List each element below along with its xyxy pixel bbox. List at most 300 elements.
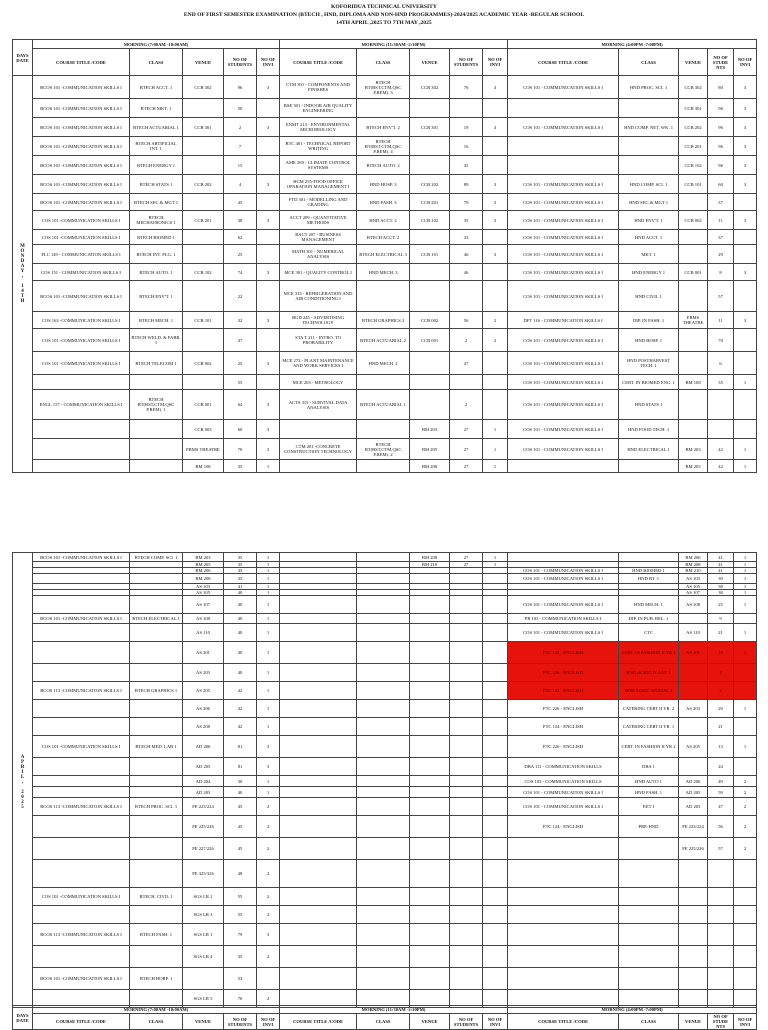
students-cell xyxy=(450,99,483,118)
table-row xyxy=(13,99,757,118)
venue-cell xyxy=(183,194,224,211)
invi-cell: 3 xyxy=(257,758,280,776)
students-cell: 24 xyxy=(708,758,734,776)
course-cell: COS 101 -COMMUNICATION SKILLS I xyxy=(33,329,130,352)
students-cell xyxy=(450,700,483,718)
class-cell xyxy=(130,718,183,736)
course-cell: FTC 124 - ENGLISH xyxy=(508,642,619,664)
col-students: NO OF STUDE NTS xyxy=(708,49,734,76)
class-cell: BTECH. CIVIL 1 xyxy=(130,888,183,906)
course-cell: BCOS 101 -COMMUNICATION SKILLS I xyxy=(33,137,130,156)
venue-cell: BM 210 xyxy=(410,562,450,568)
students-cell: 27 xyxy=(450,562,483,568)
students-cell: 6 xyxy=(708,352,734,375)
venue-cell: SGS LR 1 xyxy=(183,924,224,946)
course-cell xyxy=(33,664,130,682)
invi-cell xyxy=(734,718,757,736)
invi-cell: 1 xyxy=(257,682,280,700)
students-cell: 76 xyxy=(450,76,483,99)
table-row xyxy=(13,264,757,281)
class-cell: BTECH COMP. SCI. 1 xyxy=(130,553,183,562)
students-cell: 96 xyxy=(708,156,734,175)
class-cell: BTECH ARTIFICIAL INT. 1 xyxy=(130,137,183,156)
students-cell: 13 xyxy=(708,736,734,758)
venue-cell xyxy=(410,230,450,245)
course-cell xyxy=(280,838,357,860)
class-cell: BTECH SEC.& MGT 1 xyxy=(130,194,183,211)
venue-cell: AS 105 xyxy=(183,590,224,596)
invi-cell: 1 xyxy=(734,624,757,642)
course-cell xyxy=(33,642,130,664)
class-cell: HND PROC. SCI. 1 xyxy=(619,76,679,99)
class-cell: HND STATS 1 xyxy=(619,390,679,420)
course-cell: ENGL 157 - COMMUNICATION SKILLS I xyxy=(33,390,130,420)
students-cell xyxy=(450,798,483,816)
class-cell: BTECH ENERGY 1 xyxy=(130,156,183,175)
students-cell: 29 xyxy=(708,245,734,264)
invi-cell: 3 xyxy=(483,194,508,211)
students-cell: 81 xyxy=(224,758,257,776)
course-cell: COS 101 - COMMUNICATION SKILLS I xyxy=(508,787,619,798)
students-cell: 47 xyxy=(708,798,734,816)
class-cell: BTECH BT(BST,CTM,QSC P,REM). 3 xyxy=(357,76,410,99)
table-row xyxy=(13,860,757,888)
class-cell: BTECH ELECTRICAL 3 xyxy=(357,245,410,264)
venue-cell xyxy=(410,664,450,682)
invi-cell: 1 xyxy=(483,420,508,439)
class-cell: HND BT. 1 xyxy=(619,574,679,584)
course-cell xyxy=(280,787,357,798)
class-cell xyxy=(357,682,410,700)
table-row xyxy=(13,682,757,700)
venue-cell xyxy=(679,682,708,700)
course-cell: COS 101 -COMMUNICATION SKILLS I xyxy=(33,352,130,375)
course-cell xyxy=(280,906,357,924)
course-cell: COS 101 - COMMUNICATION SKILLS I xyxy=(508,798,619,816)
table-row xyxy=(13,375,757,390)
students-cell: 27 xyxy=(450,439,483,460)
invi-cell xyxy=(734,888,757,906)
invi-cell: 3 xyxy=(734,264,757,281)
venue-cell: AS 103 xyxy=(679,574,708,584)
invi-cell xyxy=(734,946,757,968)
course-cell xyxy=(33,787,130,798)
table-row xyxy=(13,838,757,860)
course-cell: FTC 226 - ENGLISH xyxy=(508,736,619,758)
class-cell: HND HOSP. 3 xyxy=(357,175,410,194)
class-cell: CERT. IN BIOMED ENG. 1 xyxy=(619,375,679,390)
invi-cell xyxy=(734,924,757,946)
students-cell: 2 xyxy=(224,118,257,137)
table-row xyxy=(13,924,757,946)
invi-cell: 1 xyxy=(257,553,280,562)
invi-cell xyxy=(483,137,508,156)
students-cell: 3 xyxy=(708,664,734,682)
class-cell xyxy=(357,924,410,946)
course-cell: FTC 124 - ENGLISH xyxy=(508,718,619,736)
class-cell xyxy=(619,137,679,156)
course-cell xyxy=(280,664,357,682)
students-cell xyxy=(450,968,483,990)
venue-cell: CCB 302 xyxy=(679,76,708,99)
table-row xyxy=(13,758,757,776)
table-row xyxy=(13,390,757,420)
course-cell: COS 101 - COMMUNICATION SKILLS I xyxy=(508,375,619,390)
course-cell xyxy=(508,99,619,118)
invi-cell xyxy=(257,230,280,245)
class-cell: BTECH BT(BST,CTM,QSC P,REM). 1 xyxy=(130,390,183,420)
venue-cell: FE 225/226 xyxy=(183,816,224,838)
students-cell xyxy=(450,838,483,860)
students-cell: 70 xyxy=(224,990,257,1008)
venue-cell: CCB 301 xyxy=(183,118,224,137)
table-row xyxy=(13,718,757,736)
students-cell: 32 xyxy=(224,312,257,329)
table-row xyxy=(13,816,757,838)
students-cell: 16 xyxy=(450,137,483,156)
invi-cell: 1 xyxy=(257,776,280,787)
students-cell: 35 xyxy=(450,211,483,230)
invi-cell: 1 xyxy=(257,596,280,614)
invi-cell xyxy=(734,682,757,700)
course-cell: BCOS 101 -COMMUNICATION SKILLS I xyxy=(33,156,130,175)
day-date-cell: M O N D A Y , 1 4 T H xyxy=(13,76,33,473)
class-cell xyxy=(130,624,183,642)
students-cell: 55 xyxy=(224,906,257,924)
students-cell xyxy=(450,924,483,946)
table-row xyxy=(13,798,757,816)
course-cell: COS 101 - COMMUNICATION SKILLS I xyxy=(508,194,619,211)
invi-cell: 3 xyxy=(734,211,757,230)
students-cell: 62 xyxy=(224,230,257,245)
course-cell: COS 101 - COMMUNICATION SKILLS I xyxy=(508,574,619,584)
students-cell: 45 xyxy=(224,798,257,816)
venue-cell: FE 223/224 xyxy=(679,816,708,838)
course-cell xyxy=(508,838,619,860)
invi-cell xyxy=(257,99,280,118)
class-cell: PRE-HND xyxy=(619,816,679,838)
students-cell: 16 xyxy=(708,642,734,664)
invi-cell: 1 xyxy=(483,460,508,473)
invi-cell xyxy=(734,420,757,439)
venue-cell xyxy=(679,888,708,906)
class-cell: BTECH MKT. 1 xyxy=(130,99,183,118)
class-cell: BTECH GRAPHICS 1 xyxy=(130,682,183,700)
class-cell xyxy=(619,946,679,968)
class-cell: HND SEC.& MGT 1 xyxy=(619,194,679,211)
invi-cell: 3 xyxy=(257,352,280,375)
invi-cell xyxy=(483,906,508,924)
course-cell: FTC 124 - ENGLISH xyxy=(508,816,619,838)
class-cell: BTECH FASH. 1 xyxy=(130,924,183,946)
invi-cell: 1 xyxy=(734,562,757,568)
venue-cell xyxy=(410,758,450,776)
venue-cell xyxy=(679,281,708,312)
table-row xyxy=(13,211,757,230)
invi-cell: 3 xyxy=(257,390,280,420)
students-cell: 42 xyxy=(224,700,257,718)
class-cell: BTECH STATS 1 xyxy=(130,175,183,194)
col-class: CLASS xyxy=(130,1014,183,1030)
invi-cell xyxy=(483,614,508,624)
course-cell xyxy=(33,860,130,888)
class-cell xyxy=(357,281,410,312)
venue-cell xyxy=(679,194,708,211)
class-cell xyxy=(357,968,410,990)
students-cell xyxy=(450,888,483,906)
venue-cell: FE 325/326 xyxy=(183,860,224,888)
invi-cell xyxy=(483,664,508,682)
venue-cell: SGS LR 3 xyxy=(183,906,224,924)
course-cell: COS 101 - COMMUNICATION SKILLS I xyxy=(508,390,619,420)
invi-cell: 1 xyxy=(734,568,757,574)
invi-cell xyxy=(257,375,280,390)
venue-cell xyxy=(410,682,450,700)
class-cell xyxy=(357,906,410,924)
invi-cell xyxy=(257,137,280,156)
col-course: COURSE TITLE /CODE xyxy=(508,1014,619,1030)
class-cell xyxy=(357,946,410,968)
invi-cell: 1 xyxy=(734,596,757,614)
venue-cell: SGS LR 4 xyxy=(183,946,224,968)
venue-cell xyxy=(410,642,450,664)
students-cell xyxy=(450,787,483,798)
students-cell xyxy=(708,968,734,990)
students-cell xyxy=(450,642,483,664)
venue-cell xyxy=(183,99,224,118)
students-cell xyxy=(708,924,734,946)
table-row xyxy=(13,642,757,664)
course-cell xyxy=(280,860,357,888)
students-cell xyxy=(450,682,483,700)
invi-cell xyxy=(257,329,280,352)
venue-cell: AS 108 xyxy=(183,614,224,624)
invi-cell: 2 xyxy=(483,329,508,352)
venue-cell: CCB 302 xyxy=(183,76,224,99)
class-cell: HND HOSP. 1 xyxy=(619,329,679,352)
students-cell: 40 xyxy=(224,624,257,642)
invi-cell xyxy=(257,968,280,990)
course-cell xyxy=(280,574,357,584)
table-row xyxy=(13,700,757,718)
course-cell xyxy=(508,460,619,473)
students-cell: 49 xyxy=(708,776,734,787)
class-cell xyxy=(130,642,183,664)
midday-session-header: MORNING (11:30AM -2:30PM) xyxy=(280,40,508,49)
table-row xyxy=(13,329,757,352)
students-cell: 45 xyxy=(450,156,483,175)
class-cell xyxy=(357,787,410,798)
students-cell: 41 xyxy=(708,553,734,562)
venue-cell xyxy=(679,906,708,924)
students-cell: 25 xyxy=(224,245,257,264)
venue-cell xyxy=(410,838,450,860)
students-cell: 48 xyxy=(224,860,257,888)
invi-cell xyxy=(483,99,508,118)
class-cell xyxy=(130,838,183,860)
col-students: NO OF STUDE NTS xyxy=(708,1014,734,1030)
table-row xyxy=(13,596,757,614)
class-cell: MKT. 1 xyxy=(619,245,679,264)
invi-cell: 1 xyxy=(257,584,280,590)
invi-cell: 3 xyxy=(483,76,508,99)
course-cell xyxy=(508,906,619,924)
invi-cell xyxy=(734,906,757,924)
col-students: NO OF STUDENTS xyxy=(224,49,257,76)
class-cell: HND COMP. SCI. 1 xyxy=(619,175,679,194)
invi-cell xyxy=(483,230,508,245)
students-cell: 27 xyxy=(450,553,483,562)
table-row xyxy=(13,137,757,156)
class-cell xyxy=(357,816,410,838)
venue-cell: CCB 001 xyxy=(183,390,224,420)
invi-cell xyxy=(483,156,508,175)
venue-cell: CCB 202 xyxy=(679,118,708,137)
course-cell xyxy=(280,798,357,816)
invi-cell: 3 xyxy=(483,175,508,194)
venue-cell: CCB 201 xyxy=(679,137,708,156)
students-cell: 37 xyxy=(708,230,734,245)
venue-cell: AS 107 xyxy=(183,596,224,614)
venue-cell: CCB 102 xyxy=(679,156,708,175)
invi-cell: 1 xyxy=(257,590,280,596)
class-cell: HND MECH. 1 xyxy=(619,596,679,614)
course-cell xyxy=(33,460,130,473)
days-date-header: DAYS DATE xyxy=(13,40,33,76)
students-cell xyxy=(450,664,483,682)
invi-cell xyxy=(734,352,757,375)
table-row xyxy=(13,439,757,460)
invi-cell: 1 xyxy=(257,562,280,568)
students-cell: 21 xyxy=(708,624,734,642)
venue-cell: AS 208 xyxy=(183,718,224,736)
col-class: CLASS xyxy=(130,49,183,76)
venue-cell: FE 225/226 xyxy=(679,838,708,860)
venue-cell: CCB 003 xyxy=(183,420,224,439)
venue-cell: AS 205 xyxy=(183,682,224,700)
col-students: NO OF STUDENTS xyxy=(450,1014,483,1030)
venue-cell xyxy=(410,99,450,118)
venue-cell: AD 203 xyxy=(679,798,708,816)
course-cell xyxy=(508,553,619,562)
invi-cell: 1 xyxy=(257,624,280,642)
venue-cell: AS 203 xyxy=(183,664,224,682)
students-cell: 9 xyxy=(708,614,734,624)
invi-cell: 1 xyxy=(734,574,757,584)
students-cell xyxy=(708,888,734,906)
col-venue: VENUE xyxy=(410,49,450,76)
students-cell: 47 xyxy=(450,352,483,375)
invi-cell: 3 xyxy=(483,118,508,137)
class-cell xyxy=(357,375,410,390)
students-cell: 38 xyxy=(224,211,257,230)
class-cell xyxy=(130,816,183,838)
class-cell xyxy=(357,614,410,624)
course-cell xyxy=(33,838,130,860)
course-cell xyxy=(33,946,130,968)
students-cell xyxy=(450,624,483,642)
venue-cell xyxy=(183,329,224,352)
class-cell xyxy=(357,888,410,906)
invi-cell xyxy=(483,736,508,758)
invi-cell: 2 xyxy=(257,838,280,860)
class-cell xyxy=(130,946,183,968)
class-cell xyxy=(130,420,183,439)
col-venue: VENUE xyxy=(410,1014,450,1030)
venue-cell: BM 205 xyxy=(679,460,708,473)
invi-cell: 3 xyxy=(734,156,757,175)
course-cell: BACT 207 - BUSINESS MANAGEMENT xyxy=(280,230,357,245)
students-cell: 60 xyxy=(224,420,257,439)
venue-cell xyxy=(410,924,450,946)
table-row xyxy=(13,194,757,211)
invi-cell: 1 xyxy=(257,787,280,798)
class-cell: BTECH ELECTRICAL 1 xyxy=(130,614,183,624)
venue-cell: CCB 101 xyxy=(679,175,708,194)
course-cell xyxy=(33,718,130,736)
class-cell: BTECH AUTO. 1 xyxy=(130,264,183,281)
course-cell: CTM 301 - COMPONENTS AND FINISHES xyxy=(280,76,357,99)
table-row xyxy=(13,736,757,758)
students-cell: 8 xyxy=(708,264,734,281)
venue-cell: CCB 301 xyxy=(410,118,450,137)
course-cell xyxy=(33,375,130,390)
course-cell xyxy=(280,420,357,439)
course-cell xyxy=(508,946,619,968)
class-cell xyxy=(357,664,410,682)
venue-cell: FBMS THEATRE xyxy=(679,312,708,329)
course-cell: BGD 245 - ADVERTISING TECHNOLOGY xyxy=(280,312,357,329)
students-cell: 47 xyxy=(224,329,257,352)
invi-cell: 2 xyxy=(734,798,757,816)
course-cell xyxy=(280,718,357,736)
class-cell xyxy=(357,596,410,614)
class-cell: HND ELECTRICAL 1 xyxy=(619,439,679,460)
invi-cell: 1 xyxy=(257,664,280,682)
invi-cell xyxy=(483,946,508,968)
invi-cell xyxy=(483,375,508,390)
venue-cell xyxy=(183,156,224,175)
class-cell: BTECH GRAPHICS 2 xyxy=(357,312,410,329)
course-cell xyxy=(33,906,130,924)
students-cell: 55 xyxy=(224,888,257,906)
venue-cell xyxy=(410,352,450,375)
venue-cell: BM 206 xyxy=(679,553,708,562)
students-cell: 79 xyxy=(224,924,257,946)
class-cell: EET I xyxy=(619,798,679,816)
col-students: NO OF STUDENTS xyxy=(224,1014,257,1030)
students-cell: 15 xyxy=(224,156,257,175)
course-cell xyxy=(280,553,357,562)
class-cell: HND FASH. 3 xyxy=(357,194,410,211)
students-cell xyxy=(450,281,483,312)
students-cell: 70 xyxy=(708,329,734,352)
class-cell: DIP. IN PUB. REL. 1 xyxy=(619,614,679,624)
venue-cell xyxy=(679,245,708,264)
venue-cell: CCB 101 xyxy=(183,312,224,329)
class-cell xyxy=(619,924,679,946)
venue-cell xyxy=(679,758,708,776)
invi-cell xyxy=(734,664,757,682)
venue-cell xyxy=(679,664,708,682)
course-cell: BCOS 113 -COMMUNICATION SKILLS I xyxy=(33,924,130,946)
course-cell: COS 101 - COMMUNICATION SKILLS I xyxy=(508,439,619,460)
invi-cell: 1 xyxy=(483,562,508,568)
students-cell xyxy=(708,860,734,888)
invi-cell: 3 xyxy=(257,76,280,99)
course-cell: BCOS 101 -COMMUNICATION SKILLS I xyxy=(33,175,130,194)
venue-cell: AS 110 xyxy=(679,624,708,642)
